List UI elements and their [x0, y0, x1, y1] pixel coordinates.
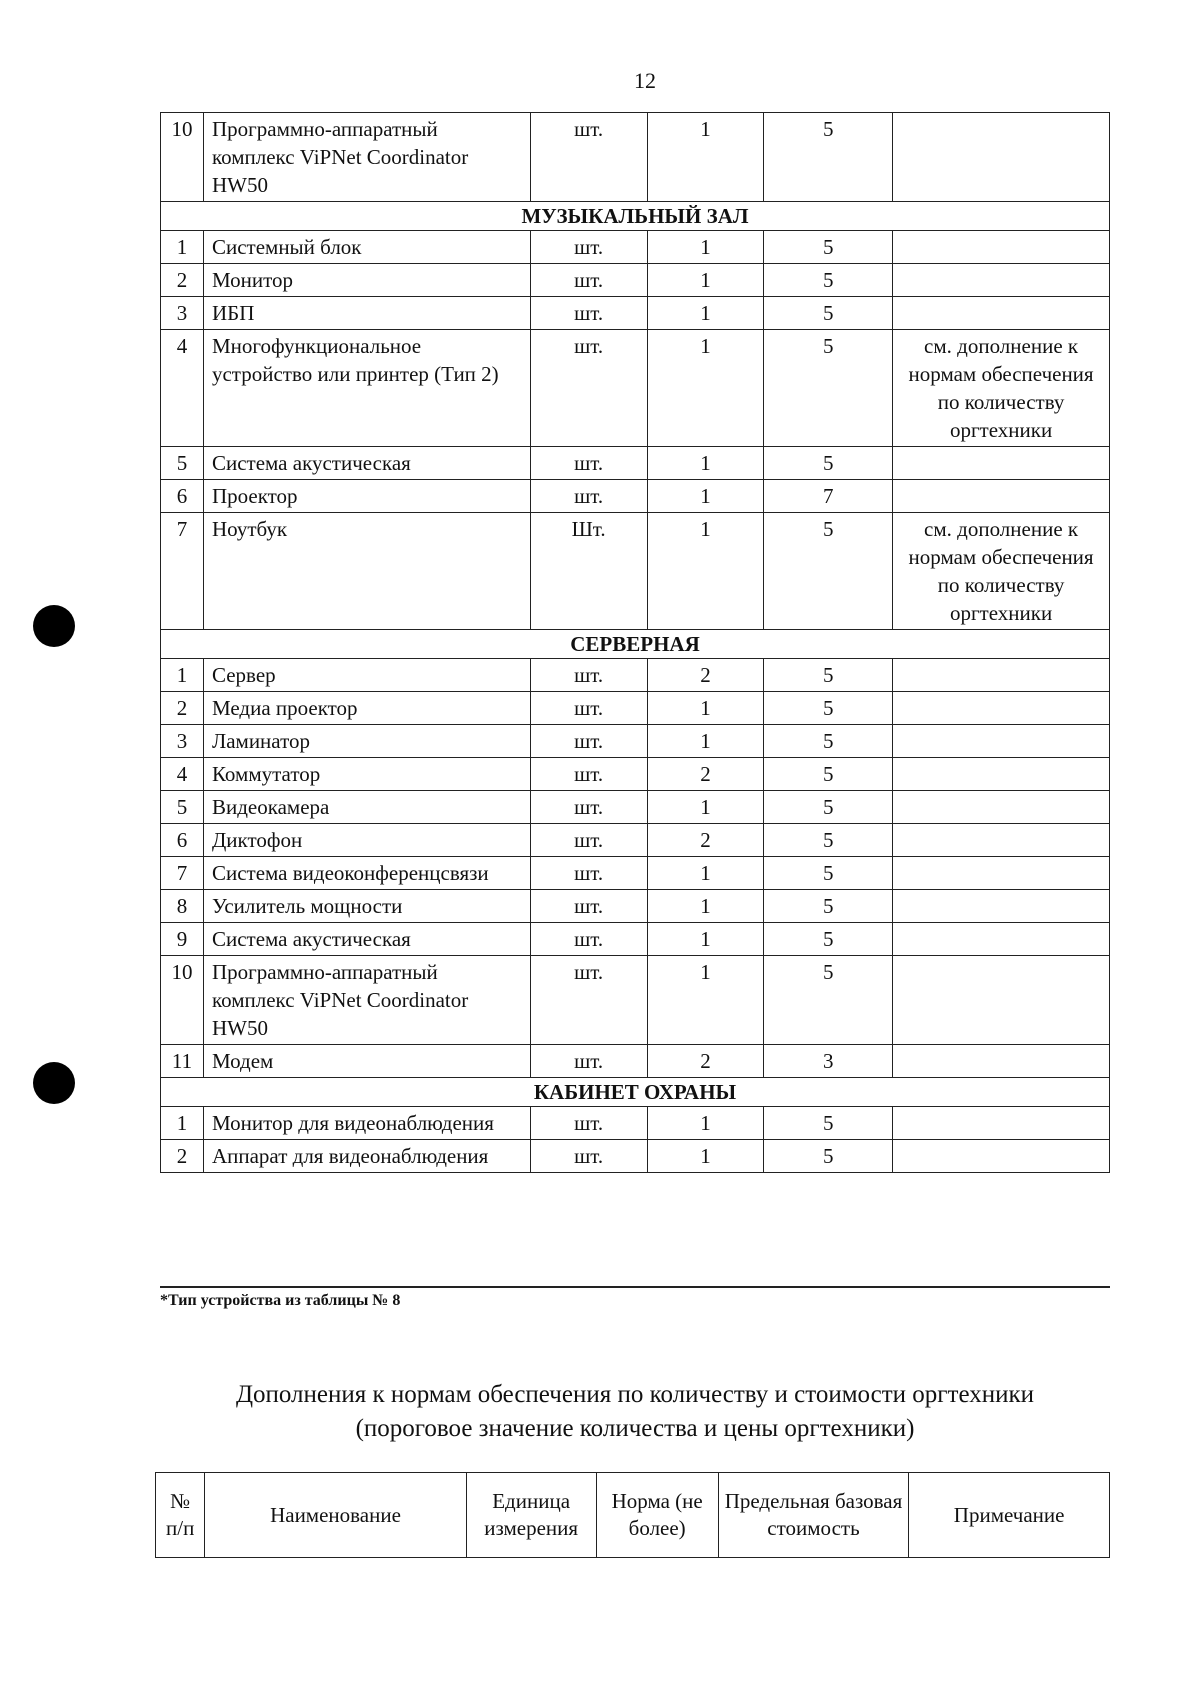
table-row	[161, 297, 1110, 330]
item-name: ИБП	[203, 297, 530, 330]
header-price: Предельная базовая стоимость	[718, 1473, 909, 1558]
row-number: 4	[161, 758, 204, 791]
item-name: Диктофон	[203, 824, 530, 857]
section-title: СЕРВЕРНАЯ	[161, 630, 1110, 659]
item-unit: шт.	[530, 791, 647, 824]
table-row	[161, 824, 1110, 857]
table-row	[161, 480, 1110, 513]
item-name: Системный блок	[203, 231, 530, 264]
item-years: 5	[764, 659, 893, 692]
item-years: 5	[764, 890, 893, 923]
header-name: Наименование	[205, 1473, 466, 1558]
section-header-row	[161, 202, 1110, 231]
item-quantity: 1	[647, 231, 764, 264]
item-name: Аппарат для видеонаблюдения	[203, 1140, 530, 1173]
row-number: 9	[161, 923, 204, 956]
addendum-table	[155, 1472, 1110, 1558]
equipment-table	[160, 112, 1110, 1173]
item-quantity: 1	[647, 264, 764, 297]
item-note	[893, 480, 1110, 513]
section-title: КАБИНЕТ ОХРАНЫ	[161, 1078, 1110, 1107]
item-note	[893, 956, 1110, 1045]
header-unit: Единица измерения	[466, 1473, 596, 1558]
item-name: Система акустическая	[203, 447, 530, 480]
item-years: 5	[764, 447, 893, 480]
item-quantity: 1	[647, 890, 764, 923]
item-unit: шт.	[530, 113, 647, 202]
item-unit: шт.	[530, 758, 647, 791]
row-number: 5	[161, 447, 204, 480]
item-name: Коммутатор	[203, 758, 530, 791]
item-quantity: 1	[647, 857, 764, 890]
item-years: 5	[764, 758, 893, 791]
row-number: 2	[161, 1140, 204, 1173]
row-number: 3	[161, 725, 204, 758]
item-name: Проектор	[203, 480, 530, 513]
item-note	[893, 1140, 1110, 1173]
table-row	[161, 113, 1110, 202]
item-years: 5	[764, 264, 893, 297]
item-note	[893, 264, 1110, 297]
item-years: 3	[764, 1045, 893, 1078]
item-name: Ламинатор	[203, 725, 530, 758]
item-name: Видеокамера	[203, 791, 530, 824]
item-note	[893, 1045, 1110, 1078]
item-note	[893, 923, 1110, 956]
item-years: 5	[764, 956, 893, 1045]
table-row	[161, 791, 1110, 824]
table-row	[161, 923, 1110, 956]
table-row	[161, 231, 1110, 264]
item-note	[893, 824, 1110, 857]
item-unit: шт.	[530, 659, 647, 692]
item-quantity: 2	[647, 824, 764, 857]
item-quantity: 1	[647, 447, 764, 480]
row-number: 7	[161, 857, 204, 890]
item-years: 5	[764, 791, 893, 824]
item-note	[893, 791, 1110, 824]
item-unit: шт.	[530, 1107, 647, 1140]
section-header-row	[161, 630, 1110, 659]
item-note	[893, 447, 1110, 480]
item-years: 5	[764, 330, 893, 447]
item-years: 5	[764, 297, 893, 330]
section-title: МУЗЫКАЛЬНЫЙ ЗАЛ	[161, 202, 1110, 231]
item-name: Монитор	[203, 264, 530, 297]
item-name: Сервер	[203, 659, 530, 692]
item-unit: шт.	[530, 923, 647, 956]
item-quantity: 1	[647, 1140, 764, 1173]
item-quantity: 2	[647, 1045, 764, 1078]
row-number: 10	[161, 956, 204, 1045]
item-name: Система акустическая	[203, 923, 530, 956]
item-note: см. дополнение к нормам обеспечения по количеству оргтехники	[893, 513, 1110, 630]
row-number: 10	[161, 113, 204, 202]
row-number: 4	[161, 330, 204, 447]
item-name: Ноутбук	[203, 513, 530, 630]
item-quantity: 1	[647, 513, 764, 630]
table-row	[161, 857, 1110, 890]
header-note: Примечание	[909, 1473, 1110, 1558]
page-number: 12	[634, 68, 656, 93]
item-note	[893, 297, 1110, 330]
item-years: 5	[764, 1140, 893, 1173]
table-row	[161, 1045, 1110, 1078]
table-row	[161, 330, 1110, 447]
item-years: 7	[764, 480, 893, 513]
item-unit: шт.	[530, 330, 647, 447]
item-unit: шт.	[530, 956, 647, 1045]
addendum-title-line1: Дополнения к нормам обеспечения по количеству и стоимости оргтехники	[235, 1381, 1035, 1408]
table-row	[161, 758, 1110, 791]
row-number: 11	[161, 1045, 204, 1078]
table-row	[161, 1140, 1110, 1173]
item-name: Медиа проектор	[203, 692, 530, 725]
item-unit: шт.	[530, 480, 647, 513]
item-note	[893, 113, 1110, 202]
table-row	[161, 725, 1110, 758]
item-name: Монитор для видеонаблюдения	[203, 1107, 530, 1140]
item-name: Модем	[203, 1045, 530, 1078]
table-row	[161, 264, 1110, 297]
row-number: 1	[161, 1107, 204, 1140]
addendum-title-line2: (пороговое значение количества и цены оргтехники)	[355, 1415, 915, 1442]
header-norm: Норма (не более)	[596, 1473, 718, 1558]
item-quantity: 2	[647, 758, 764, 791]
item-unit: шт.	[530, 890, 647, 923]
item-years: 5	[764, 231, 893, 264]
item-note	[893, 725, 1110, 758]
addendum-header-row	[156, 1473, 1110, 1558]
item-years: 5	[764, 923, 893, 956]
item-quantity: 1	[647, 923, 764, 956]
item-unit: шт.	[530, 1045, 647, 1078]
item-note	[893, 692, 1110, 725]
table-row	[161, 513, 1110, 630]
item-unit: шт.	[530, 857, 647, 890]
item-years: 5	[764, 824, 893, 857]
item-quantity: 1	[647, 956, 764, 1045]
row-number: 3	[161, 297, 204, 330]
item-note	[893, 758, 1110, 791]
equipment-table-body	[161, 113, 1110, 1173]
row-number: 1	[161, 659, 204, 692]
table-row	[161, 1107, 1110, 1140]
punch-hole-top	[33, 605, 75, 647]
punch-hole-bottom	[33, 1062, 75, 1104]
item-years: 5	[764, 113, 893, 202]
item-quantity: 1	[647, 297, 764, 330]
item-unit: шт.	[530, 824, 647, 857]
item-unit: шт.	[530, 692, 647, 725]
item-unit: шт.	[530, 264, 647, 297]
row-number: 6	[161, 480, 204, 513]
item-quantity: 1	[647, 1107, 764, 1140]
row-number: 6	[161, 824, 204, 857]
item-name: Программно-аппаратный комплекс ViPNet Coordinator HW50	[203, 956, 530, 1045]
item-quantity: 1	[647, 480, 764, 513]
item-quantity: 1	[647, 113, 764, 202]
row-number: 5	[161, 791, 204, 824]
item-quantity: 1	[647, 725, 764, 758]
item-note	[893, 231, 1110, 264]
item-years: 5	[764, 857, 893, 890]
row-number: 7	[161, 513, 204, 630]
table-row	[161, 692, 1110, 725]
item-quantity: 1	[647, 692, 764, 725]
table-row	[161, 659, 1110, 692]
header-number: № п/п	[156, 1473, 205, 1558]
item-unit: шт.	[530, 447, 647, 480]
table-row	[161, 890, 1110, 923]
item-note	[893, 659, 1110, 692]
row-number: 2	[161, 692, 204, 725]
item-quantity: 1	[647, 791, 764, 824]
item-note	[893, 890, 1110, 923]
item-unit: шт.	[530, 1140, 647, 1173]
row-number: 8	[161, 890, 204, 923]
item-unit: Шт.	[530, 513, 647, 630]
item-unit: шт.	[530, 231, 647, 264]
item-unit: шт.	[530, 297, 647, 330]
item-years: 5	[764, 692, 893, 725]
row-number: 2	[161, 264, 204, 297]
item-unit: шт.	[530, 725, 647, 758]
item-note: см. дополнение к нормам обеспечения по количеству оргтехники	[893, 330, 1110, 447]
row-number: 1	[161, 231, 204, 264]
addendum-title	[160, 1378, 1110, 1446]
item-years: 5	[764, 1107, 893, 1140]
item-name: Многофункциональное устройство или принтер (Тип 2)	[203, 330, 530, 447]
footnote: *Тип устройства из таблицы № 8	[160, 1292, 401, 1309]
footnote-divider	[160, 1286, 1110, 1288]
item-name: Усилитель мощности	[203, 890, 530, 923]
item-quantity: 2	[647, 659, 764, 692]
item-note	[893, 1107, 1110, 1140]
table-row	[161, 956, 1110, 1045]
item-years: 5	[764, 513, 893, 630]
item-note	[893, 857, 1110, 890]
table-row	[161, 447, 1110, 480]
item-quantity: 1	[647, 330, 764, 447]
section-header-row	[161, 1078, 1110, 1107]
item-name: Программно-аппаратный комплекс ViPNet Coordinator HW50	[203, 113, 530, 202]
item-name: Система видеоконференцсвязи	[203, 857, 530, 890]
item-years: 5	[764, 725, 893, 758]
